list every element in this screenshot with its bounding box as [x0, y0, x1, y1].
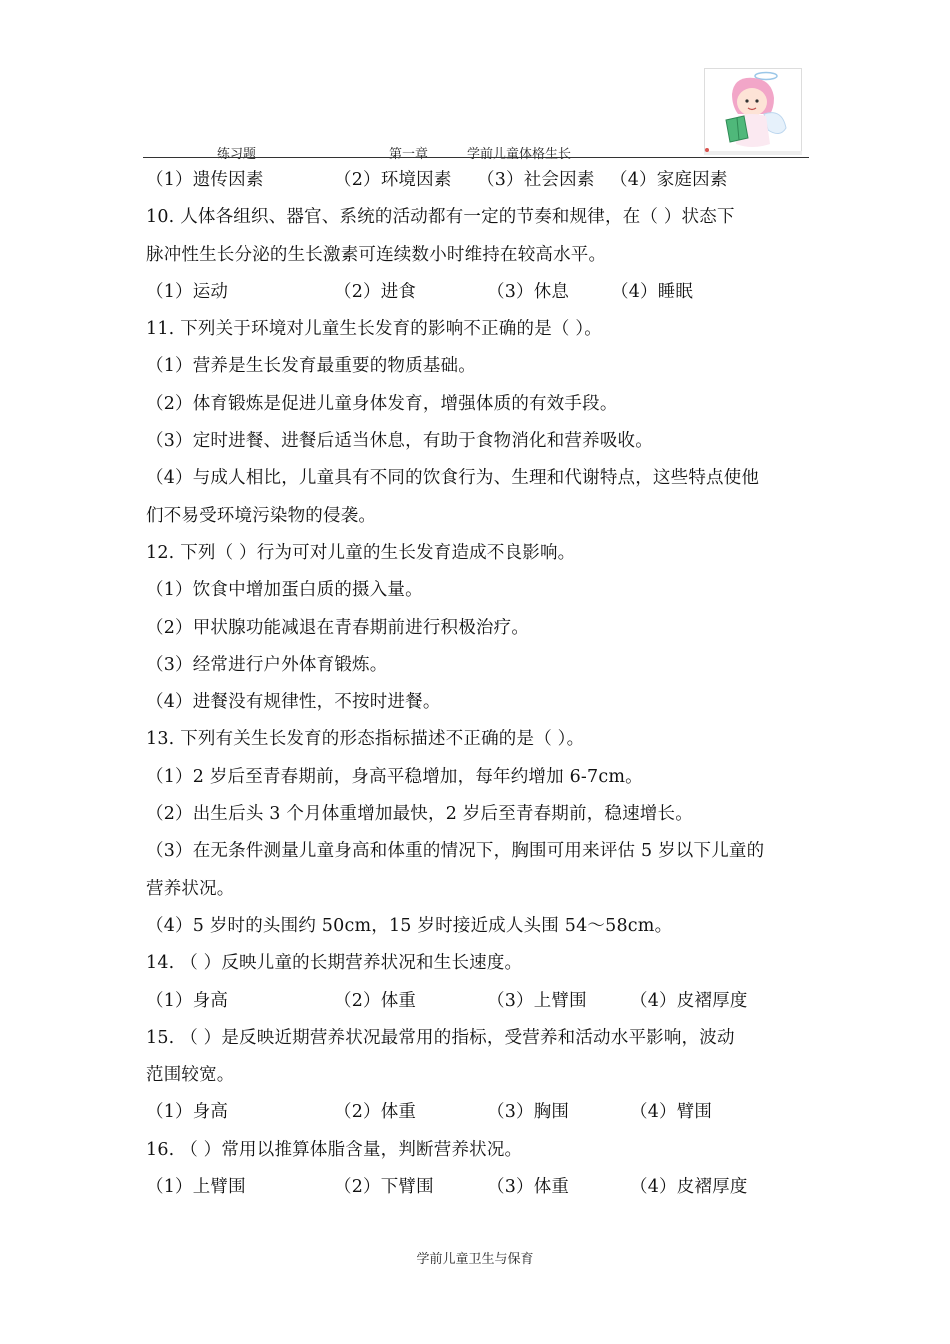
option-item: （4）皮褶厚度 — [630, 990, 748, 1011]
header-chapter-title: 学前儿童体格生长 — [467, 147, 572, 162]
option-item: （3）社会因素 — [477, 170, 595, 190]
option-row — [146, 1094, 812, 1131]
question-body — [146, 162, 812, 1206]
option-item: （3）体重 — [487, 1177, 570, 1198]
text-line: （4）与成人相比，儿童具有不同的饮食行为、生理和代谢特点，这些特点使他 — [146, 468, 760, 489]
page-footer: 学前儿童卫生与保育 — [416, 1252, 534, 1267]
text-line: （1）2 岁后至青春期前，身高平稳增加，每年约增加 6-7cm。 — [146, 766, 643, 787]
text-line: 12. 下列（ ）行为可对儿童的生长发育造成不良影响。 — [146, 542, 576, 563]
text-line: 范围较宽。 — [146, 1065, 235, 1086]
text-line: 营养状况。 — [146, 878, 235, 899]
option-row — [146, 983, 812, 1020]
option-item: （1）遗传因素 — [146, 170, 264, 190]
option-item: （1）上臂围 — [146, 1177, 246, 1198]
text-line: 15. （ ）是反映近期营养状况最常用的指标，受营养和活动水平影响，波动 — [146, 1027, 735, 1048]
header-chapter: 第一章 — [389, 147, 429, 162]
option-item: （2）体重 — [334, 990, 417, 1011]
text-line: （4）5 岁时的头围约 50cm，15 岁时接近成人头围 54～58cm。 — [146, 915, 673, 936]
page-header — [0, 0, 950, 160]
option-item: （2）体重 — [334, 1102, 417, 1123]
option-item: （4）臂围 — [630, 1102, 713, 1123]
header-section-label: 练习题 — [217, 147, 257, 162]
text-line: 16. （ ）常用以推算体脂含量，判断营养状况。 — [146, 1139, 523, 1160]
option-item: （2）环境因素 — [334, 170, 452, 190]
header-rule — [143, 157, 809, 158]
text-line: 10. 人体各组织、器官、系统的活动都有一定的节奏和规律，在（ ）状态下 — [146, 207, 735, 228]
option-item: （4）皮褶厚度 — [630, 1177, 748, 1198]
option-item: （3）休息 — [487, 281, 570, 302]
text-line: 13. 下列有关生长发育的形态指标描述不正确的是（ ）。 — [146, 729, 585, 750]
option-item: （2）下臂围 — [334, 1177, 434, 1198]
option-item: （4）家庭因素 — [610, 170, 728, 190]
text-line: （3）定时进餐、进餐后适当休息，有助于食物消化和营养吸收。 — [146, 431, 653, 452]
cartoon-angel-reading-icon — [704, 68, 802, 155]
text-line: （2）甲状腺功能减退在青春期前进行积极治疗。 — [146, 617, 530, 638]
option-row — [146, 162, 812, 199]
text-line: （3）经常进行户外体育锻炼。 — [146, 654, 388, 675]
text-line: （2）体育锻炼是促进儿童身体发育，增强体质的有效手段。 — [146, 393, 618, 414]
option-row — [146, 274, 812, 311]
option-row — [146, 1169, 812, 1206]
text-line: （4）进餐没有规律性，不按时进餐。 — [146, 692, 441, 713]
text-line: （1）饮食中增加蛋白质的摄入量。 — [146, 580, 423, 601]
option-item: （2）进食 — [334, 281, 417, 302]
text-line: 们不易受环境污染物的侵袭。 — [146, 505, 377, 526]
text-line: （1）营养是生长发育最重要的物质基础。 — [146, 356, 476, 377]
option-item: （1）运动 — [146, 281, 229, 302]
text-line: 脉冲性生长分泌的生长激素可连续数小时维持在较高水平。 — [146, 244, 607, 265]
option-item: （1）身高 — [146, 1102, 229, 1123]
option-item: （3）上臂围 — [487, 990, 587, 1011]
text-line: （3）在无条件测量儿童身高和体重的情况下，胸围可用来评估 5 岁以下儿童的 — [146, 841, 765, 862]
option-item: （3）胸围 — [487, 1102, 570, 1123]
text-line: 14. （ ）反映儿童的长期营养状况和生长速度。 — [146, 953, 523, 974]
option-item: （4）睡眠 — [611, 281, 694, 302]
text-line: 11. 下列关于环境对儿童生长发育的影响不正确的是（ ）。 — [146, 319, 603, 340]
text-line: （2）出生后头 3 个月体重增加最快，2 岁后至青春期前，稳速增长。 — [146, 804, 693, 825]
option-item: （1）身高 — [146, 990, 229, 1011]
